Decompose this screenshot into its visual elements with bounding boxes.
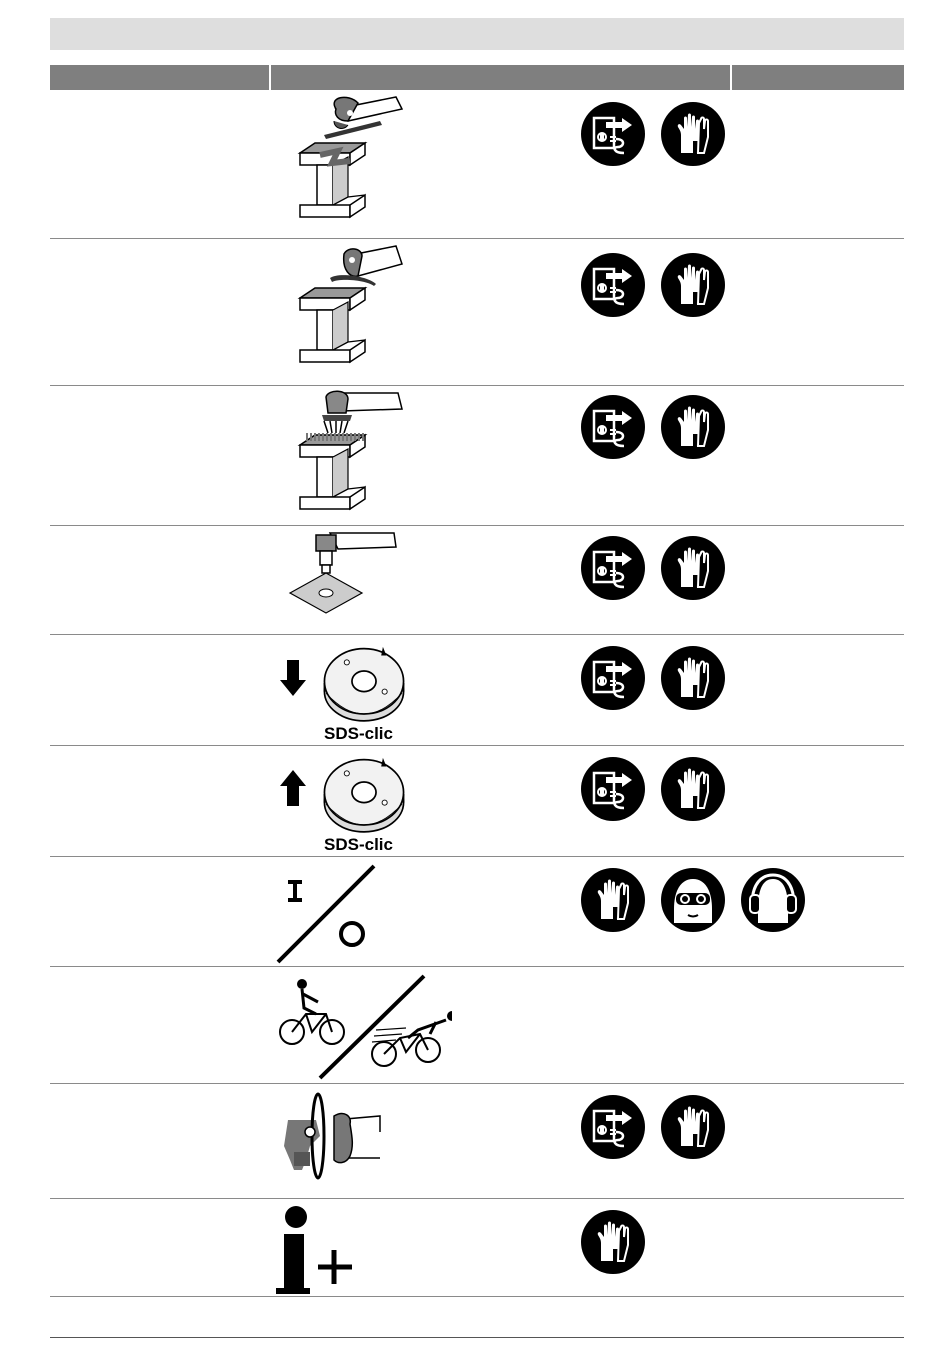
header-bar: [50, 18, 904, 50]
gloves-icon: [660, 252, 726, 318]
speed-selection-bicycle-icon: [276, 972, 452, 1080]
gloves-icon: [660, 1094, 726, 1160]
gloves-icon: [660, 645, 726, 711]
safety-icons: [580, 535, 726, 601]
grinder-angled-cutting-beam-icon: [278, 242, 408, 372]
sds-clic-nut-icon: [316, 751, 412, 837]
unplug-icon: [580, 252, 646, 318]
table-row: [50, 1084, 904, 1199]
gloves-icon: [580, 867, 646, 933]
table-row: [50, 92, 904, 239]
grinder-cutting-steel-beam-icon: [278, 95, 408, 235]
sds-clic-label: SDS-clic: [324, 724, 393, 743]
unplug-icon: [580, 645, 646, 711]
unplug-icon: [580, 535, 646, 601]
table-row: [50, 239, 904, 386]
sds-clic-label: SDS-clic: [324, 835, 393, 854]
sanding-disc-icon: [286, 529, 412, 615]
safety-icons: [580, 1209, 646, 1275]
gloves-icon: [660, 394, 726, 460]
table-row: [50, 1199, 904, 1297]
safety-icons: [580, 867, 806, 933]
info-plus-icon: [276, 1206, 360, 1296]
safety-icons: [580, 1094, 726, 1160]
rotate-guard-icon: [280, 1090, 384, 1190]
table-row: [50, 967, 904, 1084]
table-row: [50, 526, 904, 635]
safety-icons: [580, 394, 726, 460]
safety-icons: [580, 101, 726, 167]
table-row: [50, 635, 904, 746]
sds-clic-nut-icon: [316, 640, 412, 726]
safety-icons: [580, 252, 726, 318]
unplug-icon: [580, 394, 646, 460]
bottom-divider: [50, 1337, 904, 1338]
goggles-icon: [660, 867, 726, 933]
table-row: [50, 386, 904, 526]
gloves-icon: [580, 1209, 646, 1275]
cup-brush-on-beam-icon: [278, 389, 408, 521]
ear-protection-icon: [740, 867, 806, 933]
column-header-description: [50, 65, 269, 90]
gloves-icon: [660, 101, 726, 167]
gloves-icon: [660, 535, 726, 601]
unplug-icon: [580, 756, 646, 822]
gloves-icon: [660, 756, 726, 822]
arrow-up-icon: [280, 770, 306, 806]
column-header-page: [732, 65, 904, 90]
on-off-switch-icon: [276, 862, 380, 964]
unplug-icon: [580, 101, 646, 167]
table-row: [50, 746, 904, 857]
column-header-pictograms: [271, 65, 730, 90]
safety-icons: [580, 756, 726, 822]
safety-icons: [580, 645, 726, 711]
unplug-icon: [580, 1094, 646, 1160]
arrow-down-icon: [280, 660, 306, 696]
